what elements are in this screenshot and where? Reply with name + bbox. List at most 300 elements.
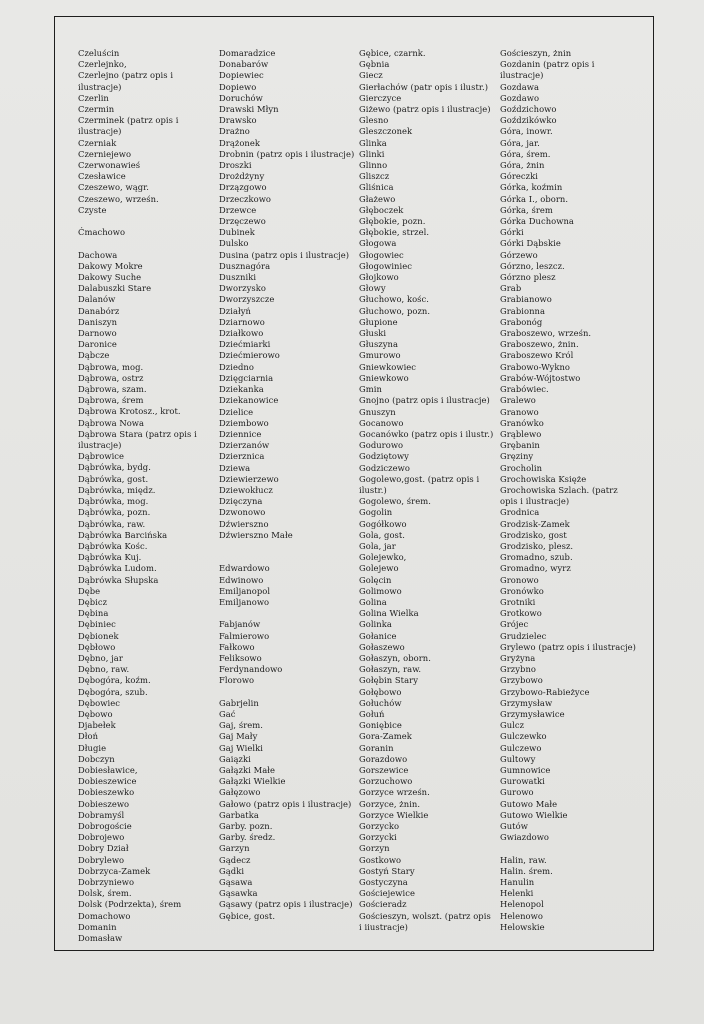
place-name-entry: Golinka (359, 619, 392, 630)
place-name-entry: Golejewko, (359, 552, 407, 563)
place-name-entry: Helenki (500, 888, 534, 899)
place-name-entry: Fałkowo (219, 641, 255, 652)
place-name-entry: Góra, śrem. (500, 148, 551, 159)
column-1 (78, 48, 214, 944)
place-name-entry: Dolsk (Podrzekta), śrem (78, 899, 182, 910)
place-name-entry: Gurowo (500, 787, 534, 798)
place-name-entry: Golina Wielka (359, 608, 419, 619)
place-name-entry: Górzewo (500, 249, 538, 260)
place-name-entry: Grylewo (patrz opis i ilustracje) (500, 641, 636, 652)
place-name-entry: Dobrzyca-Zamek (78, 865, 151, 876)
place-name-entry: Grębanin (500, 440, 540, 451)
place-name-entry: Głażewo (359, 193, 396, 204)
place-name-entry: Dębogóra, szub. (78, 686, 148, 697)
place-name-entry: Gleszczonek (359, 126, 413, 137)
place-name-entry: Golęcin (359, 574, 392, 585)
place-name-entry: Gurowatki (500, 776, 545, 787)
place-name-entry: Gogolewo, śrem. (359, 496, 431, 507)
place-name-entry: Gołanice (359, 630, 397, 641)
place-name-entry: Gościeradz (359, 899, 407, 910)
place-name-entry: Falmierowo (219, 630, 270, 641)
place-name-entry: Darnowo (78, 328, 117, 339)
place-name-entry: Halin, raw. (500, 854, 547, 865)
place-name-entry: Gocanówko (patrz opis i ilustr.) (359, 428, 494, 439)
place-name-entry: Gołaszewo (359, 641, 405, 652)
place-name-entry: Grab (500, 283, 522, 294)
place-name-entry: Drawski Młyn (219, 104, 279, 115)
place-name-entry: Dąbrówka, raw. (78, 518, 146, 529)
place-name-entry: Gnuszyn (359, 406, 396, 417)
column-4 (500, 48, 636, 933)
place-name-entry: Ferdynandowo (219, 664, 283, 675)
place-name-entry: Gołaszyn, raw. (359, 664, 422, 675)
place-name-entry: Gorszewice (359, 765, 409, 775)
section-spacer (78, 216, 214, 227)
place-name-entry: Garby. pozn. (219, 820, 273, 831)
place-name-entry: Gralewo (500, 395, 536, 406)
place-name-entry: Gostkowo (359, 854, 402, 865)
place-name-entry: Gniewkowiec (359, 361, 417, 372)
place-name-entry: Dachowa (78, 249, 118, 260)
place-name-entry: Dobry Dział (78, 843, 129, 854)
section-spacer (219, 608, 355, 619)
place-name-entry: Godziczewo (359, 462, 410, 473)
place-name-entry: Florowo (219, 675, 255, 686)
place-name-entry: Dobieszewo (78, 798, 130, 809)
place-name-entry: Emiljanowo (219, 596, 270, 607)
section-spacer (219, 687, 355, 698)
place-name-entry: Dziennice (219, 428, 262, 439)
place-name-entry: Działkowo (219, 328, 264, 339)
place-name-entry: Dąbrówka Słupska (78, 574, 159, 585)
place-name-entry: Gołębin Stary (359, 675, 418, 686)
place-name-entry: Górki Dąbskie (500, 238, 561, 249)
place-name-entry: Gorzyce Wielkie (359, 809, 429, 820)
place-name-entry: Dziekanka (219, 384, 264, 395)
place-name-entry: Gorzycki (359, 832, 397, 843)
place-name-entry: Gutów (500, 821, 528, 832)
place-name-entry: Dobrzyniewo (78, 877, 135, 887)
place-name-entry: Dziećmierowo (219, 350, 280, 361)
section-spacer (500, 843, 636, 854)
place-name-entry: Górka, śrem (500, 204, 553, 215)
place-name-entry: Gniewkowo (359, 372, 409, 383)
place-name-entry: Daniszyn (78, 316, 118, 327)
place-name-entry: Dębicz (78, 596, 108, 607)
place-name-entry: Dusina (patrz opis i ilustracje) (219, 249, 350, 260)
place-name-entry: Dalanów (78, 294, 116, 305)
place-name-entry: Dziećmiarki (219, 339, 271, 350)
place-name-entry: Domasław (78, 933, 123, 944)
place-name-entry: Gabrjelin (219, 697, 259, 708)
place-name-entry: Helenowo (500, 910, 543, 921)
place-name-entry: Gola, gost. (359, 529, 406, 540)
place-name-entry: Dworzysko (219, 283, 266, 294)
place-name-entry: Grodzisko, gost (500, 529, 567, 540)
place-name-entry: Golina (359, 596, 387, 607)
place-name-entry: Gostyń Stary (359, 865, 415, 876)
place-name-entry: Dąbrówka Kośc. (78, 540, 148, 551)
place-name-entry: Gąsawy (patrz opis i ilustracje) (219, 899, 353, 910)
place-name-entry: Głogowa (359, 238, 397, 249)
place-name-entry: Głuszyna (359, 339, 399, 350)
place-name-entry: Godziętowy (359, 451, 409, 462)
place-name-entry: Głogowiniec (359, 260, 412, 271)
place-name-entry: Dobieszewko (78, 787, 135, 798)
place-name-entry: Grąblewo (500, 428, 542, 439)
place-name-entry: Dworzyszcze (219, 294, 275, 305)
place-name-entry: Gostyczyna (359, 877, 408, 888)
place-name-entry: Gulcz (500, 720, 525, 731)
place-name-entry: Dzierzanów (219, 440, 270, 451)
place-name-entry: Głęboczek (359, 204, 404, 215)
place-name-entry: Dąbrowa, szam. (78, 384, 147, 395)
place-name-entry: Garby. średz. (219, 832, 276, 843)
place-name-entry: Gulczewo (500, 742, 542, 753)
place-name-entry: Grabówiec. (500, 384, 549, 395)
place-name-entry: Dąbrówka, bydg. (78, 462, 151, 473)
place-name-entry: Czerlejno (patrz opis i ilustracje) (78, 70, 174, 92)
place-name-entry: Domanin (78, 921, 117, 932)
place-name-entry: Dąbrówka, międz. (78, 484, 156, 495)
place-name-entry: Gądki (219, 865, 245, 876)
place-name-entry: Domachowo (78, 910, 131, 921)
place-name-entry: Grodzisko, plesz. (500, 540, 574, 551)
place-name-entry: Grzybowo-Rabieżyce (500, 686, 590, 697)
place-name-entry: Fabjanów (219, 619, 261, 630)
place-name-entry: Dąbrówka, mog. (78, 496, 149, 507)
place-name-entry: Czeszewo, wrześn. (78, 193, 159, 204)
place-name-entry: Głuchowo, kośc. (359, 294, 429, 305)
place-name-entry: Gumnowice (500, 765, 551, 775)
place-name-entry: Gnojno (patrz opis i ilustracje) (359, 395, 490, 406)
place-name-entry: Grabianowo (500, 294, 552, 305)
place-name-entry: Grodzisk-Zamek (500, 518, 570, 529)
place-name-entry: Dziewokłucz (219, 484, 273, 495)
place-name-entry: Feliksowo (219, 652, 262, 663)
place-name-entry: Dąbrowa Nowa (78, 417, 145, 428)
place-name-entry: Dąbrówka, pozn. (78, 507, 151, 518)
place-name-entry: Dźwierszno Małe (219, 529, 293, 540)
place-name-entry: Grabowo-Wykno (500, 361, 570, 372)
place-name-entry: Dębowiec (78, 697, 120, 708)
place-name-entry: Gaj Mały (219, 731, 258, 742)
place-name-entry: Dębionek (78, 630, 119, 641)
place-name-entry: Djabełek (78, 720, 116, 731)
place-name-entry: Gocanowo (359, 417, 404, 428)
place-name-entry: Dąbrowa Stara (patrz opis i ilustracje) (78, 428, 197, 451)
place-name-entry: Dobrylewo (78, 854, 125, 865)
place-name-entry: Dąbcze (78, 350, 110, 361)
place-name-entry: Grotniki (500, 596, 536, 607)
place-name-entry: Granowo (500, 406, 539, 417)
place-name-entry: Glesno (359, 115, 389, 126)
place-name-entry: Gronowo (500, 574, 539, 585)
section-spacer (78, 238, 214, 249)
place-name-entry: Godurowo (359, 440, 404, 451)
place-name-entry: Dziekanowice (219, 395, 279, 406)
place-name-entry: Gręziny (500, 451, 534, 462)
place-name-entry: Giecz (359, 70, 383, 81)
place-name-entry: Dopiewo (219, 81, 257, 92)
place-name-entry: Głuski (359, 328, 387, 339)
place-name-entry: Donabarów (219, 59, 269, 70)
place-name-entry: Dziedno (219, 361, 254, 372)
place-name-entry: Drawsko (219, 115, 257, 126)
place-name-entry: Grochowiska Księże (500, 473, 587, 484)
place-name-entry: Helowskie (500, 921, 545, 932)
place-name-entry: Dobramyśl (78, 809, 125, 820)
place-name-entry: Drobnin (patrz opis i ilustracje) (219, 148, 355, 159)
place-name-entry: Danabórz (78, 305, 120, 316)
place-name-entry: Góra, jar. (500, 137, 540, 148)
place-name-entry: Gronówko (500, 585, 544, 596)
place-name-entry: Góreczki (500, 171, 538, 182)
place-name-entry: Goździkówko (500, 115, 557, 126)
place-name-entry: Głogowiec (359, 249, 404, 260)
place-name-entry: Drzewce (219, 204, 257, 215)
place-name-entry: Grabionna (500, 305, 545, 316)
place-name-entry: Dakowy Suche (78, 272, 142, 283)
place-name-entry: Gębnia (359, 59, 390, 70)
place-name-entry: Dakowy Mokre (78, 260, 143, 271)
place-name-entry: Gulczewko (500, 731, 547, 742)
place-name-entry: Dobrojewo (78, 832, 125, 843)
place-name-entry: Gościeszyn, żnin (500, 48, 572, 58)
place-name-entry: Dobiesławice, (78, 764, 138, 775)
place-name-entry: Czerlin (78, 92, 109, 103)
place-name-entry: Gromadno, szub. (500, 552, 573, 563)
place-name-entry: Golimowo (359, 585, 402, 596)
place-name-entry: Gorzyce wrześn. (359, 787, 430, 798)
place-name-entry: Goździchowo (500, 104, 557, 115)
place-name-entry: Głowy (359, 283, 386, 294)
place-name-entry: Gaj, śrem. (219, 720, 263, 731)
place-name-entry: Gąsawa (219, 876, 253, 887)
place-name-entry: Dzwonowo (219, 507, 266, 518)
place-name-entry: Dzielice (219, 406, 254, 417)
place-name-entry: Glinka (359, 137, 387, 148)
place-name-entry: Gogolin (359, 507, 393, 518)
place-name-entry: Dębe (78, 585, 101, 596)
place-name-entry: Dąbrówka, gost. (78, 473, 149, 484)
place-name-entry: Górki (500, 227, 524, 238)
place-name-entry: Czermin (78, 104, 115, 115)
place-name-entry: Gorazdowo (359, 753, 408, 764)
place-name-entry: Dobrogoście (78, 820, 132, 831)
place-name-entry: Czeluścin (78, 48, 120, 58)
section-spacer (219, 552, 355, 563)
place-name-entry: Dziewa (219, 462, 251, 473)
place-name-entry: Domaradzice (219, 48, 276, 58)
place-name-entry: Drążonek (219, 137, 260, 148)
place-name-entry: Gębice, gost. (219, 910, 276, 921)
place-name-entry: Gołębowo (359, 686, 402, 697)
place-name-entry: Głuchowo, pozn. (359, 305, 431, 316)
place-name-entry: Gogolewo,gost. (patrz opis i ilustr.) (359, 473, 480, 495)
place-name-entry: Daronice (78, 339, 117, 350)
place-name-entry: Dobczyn (78, 753, 115, 764)
place-name-entry: Gmin (359, 384, 382, 395)
place-name-entry: Gwiazdowo (500, 832, 550, 843)
place-name-entry: Goniębice (359, 720, 402, 731)
place-name-entry: Gromadno, wyrz (500, 563, 571, 574)
place-name-entry: Czerniejewo (78, 148, 132, 159)
place-name-entry: Grójec (500, 619, 529, 630)
place-name-entry: Dziembowo (219, 417, 269, 428)
place-name-entry: Gogółkowo (359, 518, 407, 529)
place-name-entry: Gierłachów (patr opis i ilustr.) (359, 81, 489, 92)
place-name-entry: Dębno, jar (78, 652, 123, 663)
place-name-entry: Gultowy (500, 753, 536, 764)
column-3 (359, 48, 495, 933)
place-name-entry: Gołaszyn, oborn. (359, 652, 431, 663)
place-name-entry: Ćmachowo (78, 227, 126, 238)
place-name-entry: Gutowo Wielkie (500, 809, 568, 820)
place-name-entry: Dzięczyna (219, 496, 263, 507)
place-name-entry: Edwardowo (219, 563, 270, 574)
place-name-entry: Grzymysław (500, 697, 553, 708)
place-name-entry: Gaiązki (219, 753, 251, 764)
place-name-entry: Hanulin (500, 877, 535, 888)
place-name-entry: Grodnica (500, 507, 540, 518)
place-name-entry: Helenopol (500, 899, 544, 910)
place-name-entry: Czeszewo, wągr. (78, 182, 149, 193)
place-name-entry: Grzybno (500, 664, 536, 675)
place-name-entry: Dąbrowice (78, 451, 125, 462)
place-name-entry: Gębice, czarnk. (359, 48, 426, 58)
place-name-entry: Górzno, leszcz. (500, 260, 565, 271)
place-name-entry: Grocholin (500, 462, 543, 473)
place-name-entry: Glinno (359, 160, 388, 171)
place-name-entry: Dąbrowa Krotosz., krot. (78, 406, 181, 417)
place-name-entry: Głojkowo (359, 272, 399, 283)
place-name-entry: Gorzycko (359, 821, 400, 832)
place-name-entry: Gliśnica (359, 182, 394, 193)
place-name-entry: Gąsawka (219, 888, 258, 899)
place-name-entry: Grochowiska Szlach. (patrz opis i ilustracje) (500, 484, 618, 507)
place-name-entry: Działyń (219, 305, 251, 316)
place-name-entry: Dębina (78, 608, 109, 619)
place-name-entry: Gądecz (219, 854, 251, 865)
place-name-entry: Garbatka (219, 809, 259, 820)
place-name-entry: Gola, jar (359, 540, 396, 551)
place-name-entry: Gmurowo (359, 350, 401, 361)
place-name-entry: Gozdawo (500, 92, 540, 103)
place-name-entry: Dusznagóra (219, 260, 271, 271)
place-name-entry: Graboszewo, wrześn. (500, 328, 592, 339)
place-name-entry: Gozdawa (500, 81, 540, 92)
column-2 (219, 48, 355, 922)
place-name-entry: Dubinek (219, 227, 255, 238)
place-name-entry: Gołuchów (359, 697, 402, 708)
place-name-entry: Dopiewiec (219, 70, 264, 81)
place-name-entry: Drożdżyny (219, 171, 265, 182)
place-name-entry: Grzybowo (500, 675, 543, 686)
place-name-entry: Drażno (219, 126, 250, 137)
place-name-entry: Gałązki Wielkie (219, 776, 286, 787)
place-name-entry: Gliszcz (359, 171, 390, 182)
place-name-entry: Drzeczkowo (219, 193, 272, 204)
place-name-entry: Gozdanin (patrz opis i ilustracje) (500, 59, 595, 81)
place-name-entry: Grabonóg (500, 316, 543, 327)
place-name-entry: Granówko (500, 417, 544, 428)
place-name-entry: Glinki (359, 148, 385, 159)
place-name-entry: Dębłowo (78, 641, 116, 652)
place-name-entry: Edwinowo (219, 574, 264, 585)
place-name-entry: Dziarnowo (219, 316, 265, 327)
place-name-entry: Dłoń (78, 731, 99, 742)
place-name-entry: Długie (78, 742, 107, 753)
place-name-entry: Dąbrówka Kuj. (78, 552, 142, 563)
place-name-entry: Gaj Wielki (219, 742, 263, 753)
place-name-entry: Drzązgowo (219, 182, 267, 193)
place-name-entry: Goranin (359, 742, 394, 753)
place-name-entry: Grabów-Wójtostwo (500, 372, 581, 383)
place-name-entry: Dąbrowa, ostrz (78, 372, 144, 383)
place-name-entry: Głębokie, strzel. (359, 227, 430, 238)
place-name-entry: Dąbrówka Barcińska (78, 529, 168, 540)
place-name-entry: Droszki (219, 160, 252, 171)
place-name-entry: Dębogóra, koźm. (78, 675, 151, 686)
place-name-entry: Doruchów (219, 92, 263, 103)
place-name-entry: Dziewierzewo (219, 473, 279, 484)
place-name-entry: Góra, żnin (500, 160, 545, 171)
place-name-entry: Czyste (78, 204, 107, 215)
section-spacer (219, 541, 355, 552)
place-name-entry: Gać (219, 708, 236, 719)
place-name-entry: Dąbrowa, mog. (78, 361, 144, 372)
place-name-entry: Gałązki Małe (219, 764, 276, 775)
place-name-entry: Czesławice (78, 171, 126, 182)
place-name-entry: Drzęczewo (219, 216, 266, 227)
place-name-entry: Gościejewice (359, 888, 416, 899)
place-name-entry: Gorzuchowo (359, 776, 413, 787)
place-name-entry: Czerwonawieś (78, 160, 141, 171)
place-name-entry: Graboszewo Król (500, 350, 574, 361)
place-name-entry: Gościeszyn, wolszt. (patrz opis i iiustracje) (359, 910, 491, 932)
place-name-entry: Gryżyna (500, 652, 536, 663)
place-name-entry: Grotkowo (500, 608, 542, 619)
place-name-entry: Dalabuszki Stare (78, 283, 152, 294)
place-name-entry: Dębowo (78, 708, 113, 719)
place-name-entry: Dźwierszno (219, 518, 269, 529)
place-name-entry: Halin. śrem. (500, 865, 553, 876)
place-name-entry: Gora-Zamek (359, 731, 412, 742)
place-name-entry: Dzierznica (219, 451, 265, 462)
place-name-entry: Gorzyn (359, 843, 390, 854)
place-name-entry: Dolsk, śrem. (78, 888, 132, 899)
place-name-entry: Grudzielec (500, 630, 547, 641)
place-name-entry: Góra, inowr. (500, 126, 553, 137)
place-name-entry: Dębiniec (78, 619, 116, 630)
place-name-entry: Dąbrowa, śrem (78, 395, 144, 406)
place-name-entry: Górka, koźmin (500, 182, 563, 193)
place-name-entry: Gorzyce, żnin. (359, 798, 421, 809)
place-name-entry: Duszniki (219, 272, 257, 283)
place-name-entry: Głębokie, pozn. (359, 216, 426, 227)
place-name-entry: Garzyn (219, 843, 250, 854)
place-name-entry: Dzięgciarnia (219, 372, 274, 383)
place-name-entry: Dąbrówka Ludom. (78, 563, 157, 574)
place-name-entry: Gałęzowo (219, 787, 261, 798)
place-name-entry: Czerniak (78, 137, 117, 148)
place-name-entry: Głupione (359, 316, 398, 327)
place-name-entry: Gutowo Małe (500, 798, 558, 809)
place-name-entry: Emiljanopol (219, 585, 271, 596)
place-name-entry: Dobieszewice (78, 776, 137, 787)
place-name-entry: Gałowo (patrz opis i ilustracje) (219, 798, 352, 809)
